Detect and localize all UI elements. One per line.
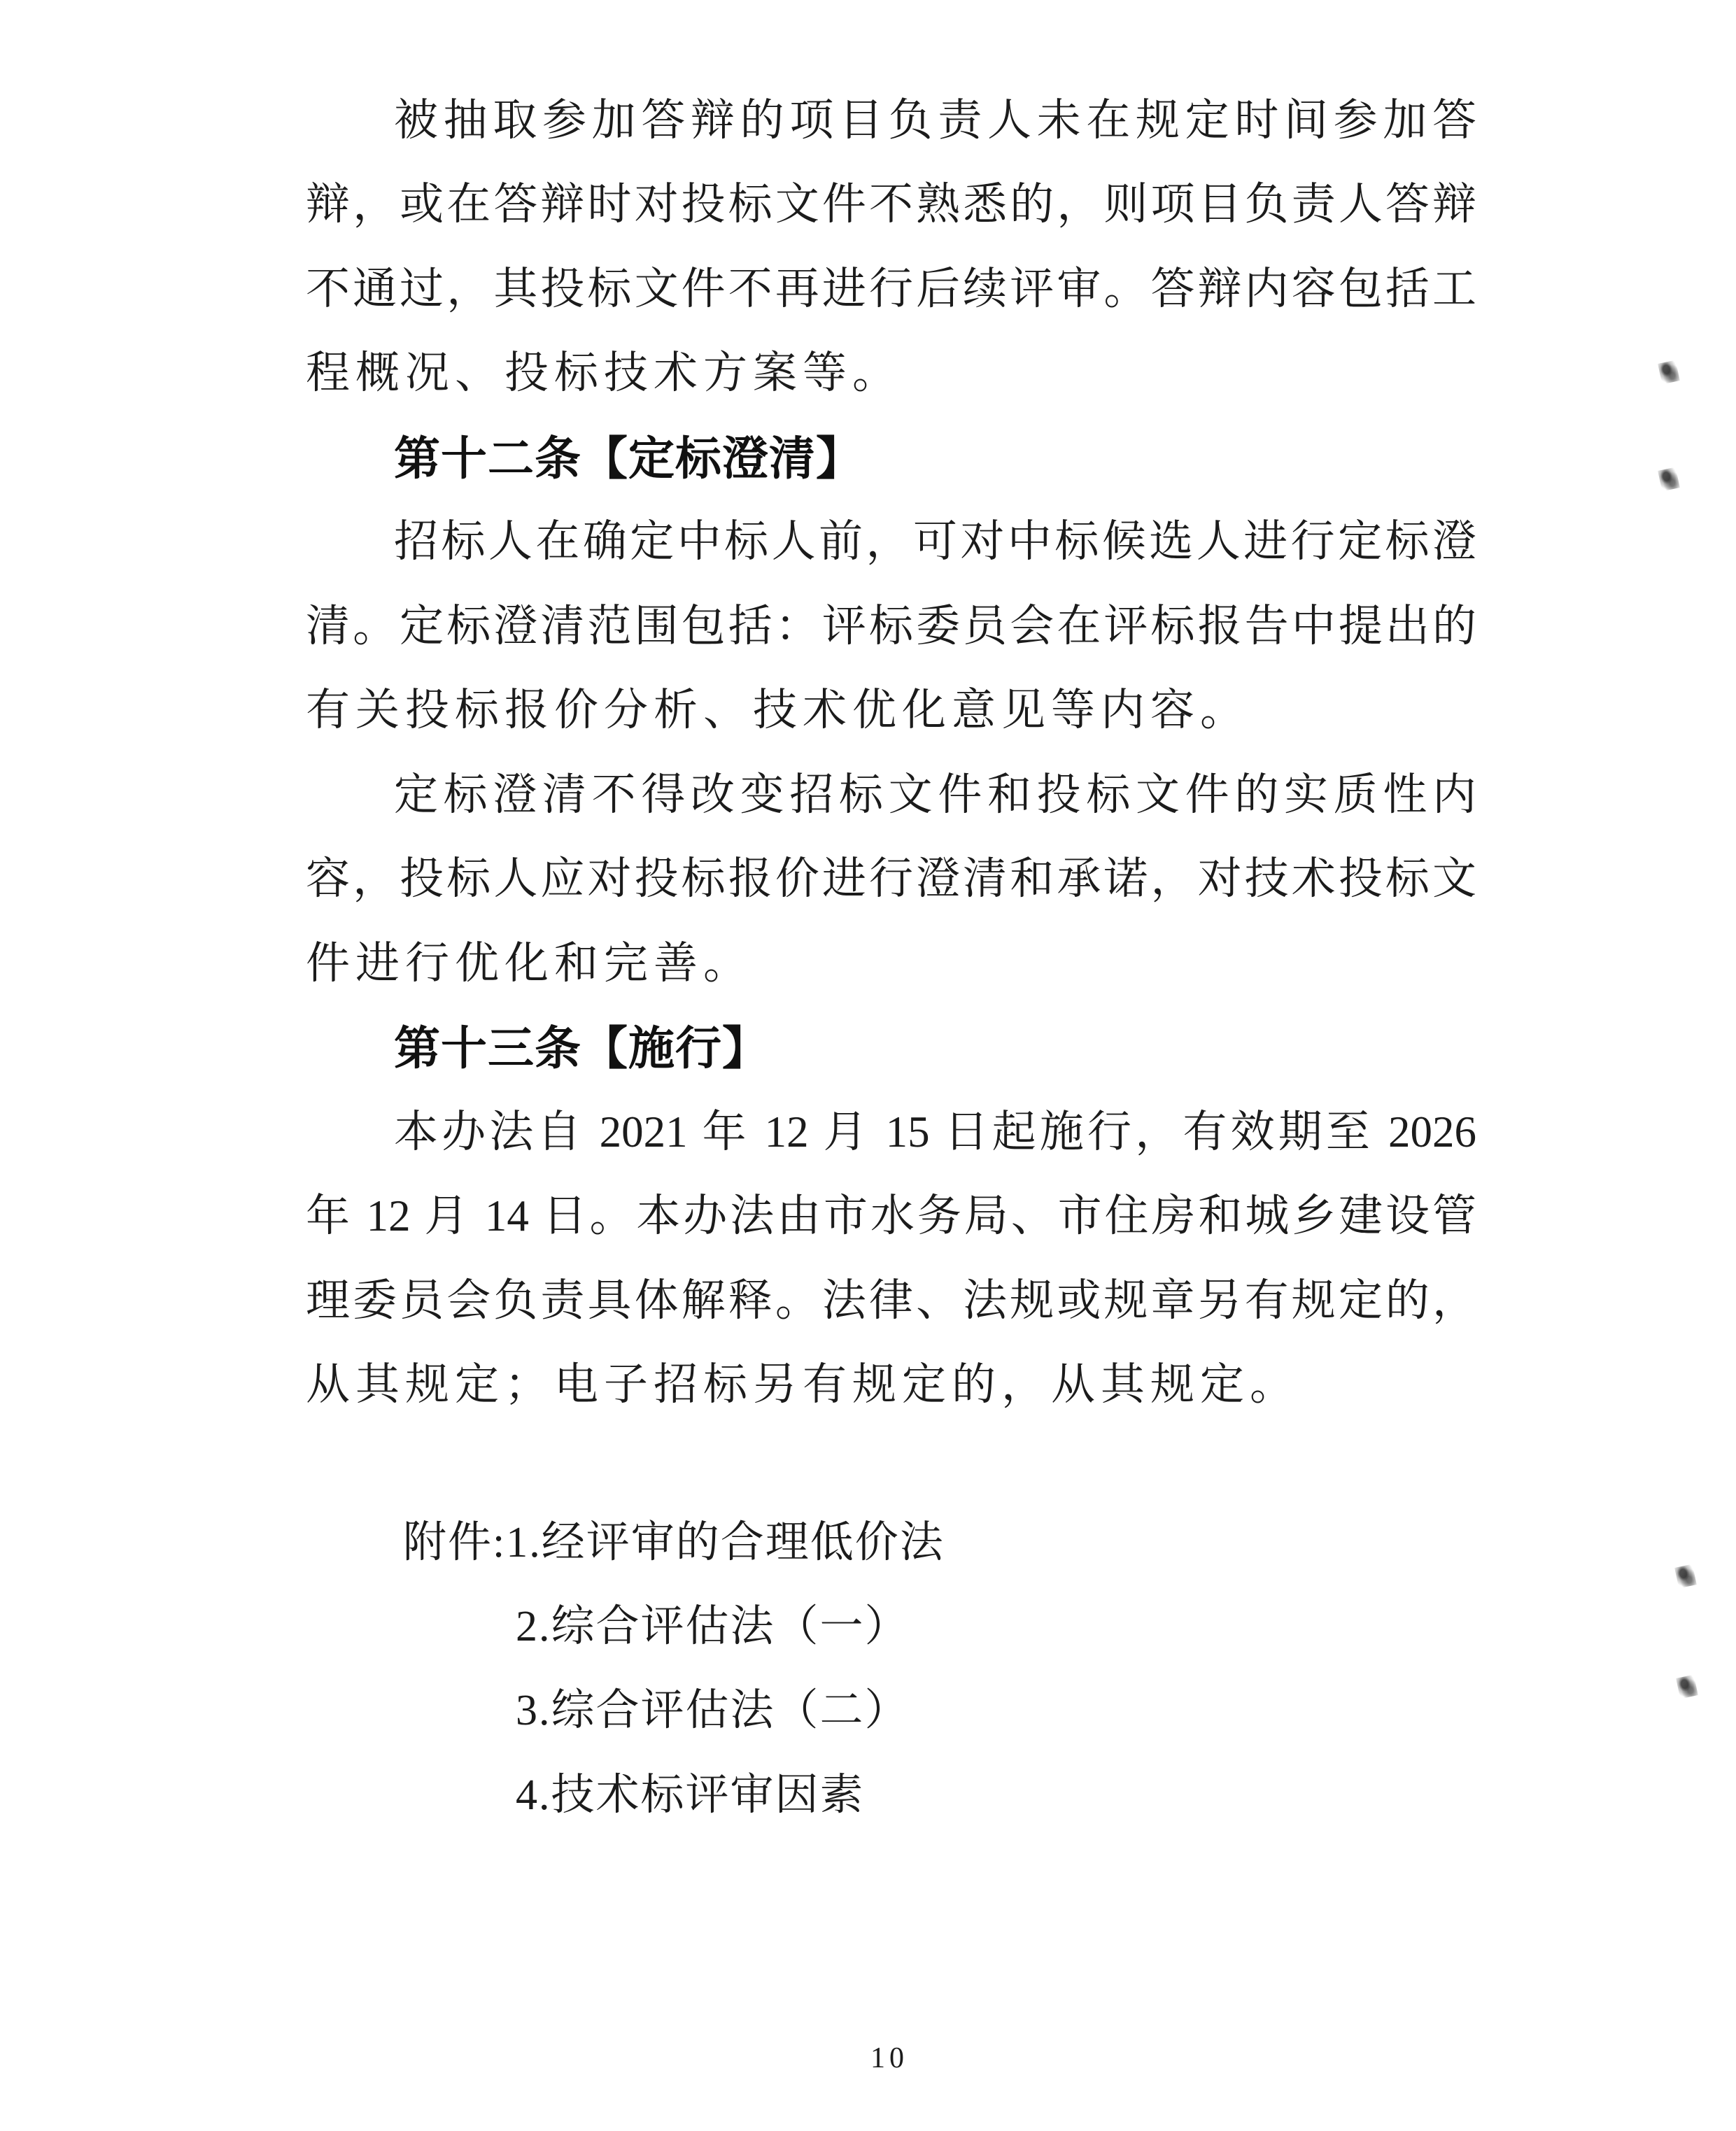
paragraph-line: 程概况、投标技术方案等。 [306,348,902,397]
attachment-item: 4.技术标评审因素 [516,1771,865,1819]
scan-smudge [1676,1675,1698,1699]
paragraph-line: 清。定标澄清范围包括：评标委员会在评标报告中提出的 [306,602,1476,651]
paragraph-line: 不通过，其投标文件不再进行后续评审。答辩内容包括工 [306,264,1476,313]
paragraph-line: 招标人在确定中标人前，可对中标候选人进行定标澄 [394,517,1476,566]
paragraph-line: 从其规定；电子招标另有规定的，从其规定。 [306,1360,1299,1409]
section-heading-article-13: 第十三条【施行】 [394,1022,769,1074]
page-number: 10 [870,2042,908,2074]
section-heading-article-12: 第十二条【定标澄清】 [394,432,863,484]
paragraph-line: 定标澄清不得改变招标文件和投标文件的实质性内 [394,770,1476,819]
scan-smudge [1658,360,1680,385]
scan-smudge [1674,1564,1697,1589]
scan-smudge [1658,467,1680,492]
attachment-list-heading: 附件:1.经评审的合理低价法 [403,1519,945,1566]
paragraph-line: 本办法自 2021 年 12 月 15 日起施行，有效期至 2026 [394,1107,1476,1156]
paragraph-line: 辩，或在答辩时对投标文件不熟悉的，则项目负责人答辩 [306,180,1476,229]
paragraph-line: 被抽取参加答辩的项目负责人未在规定时间参加答 [394,96,1476,145]
attachment-item: 2.综合评估法（一） [516,1603,910,1650]
paragraph-line: 理委员会负责具体解释。法律、法规或规章另有规定的， [306,1276,1476,1325]
paragraph-line: 容，投标人应对投标报价进行澄清和承诺，对技术投标文 [306,854,1476,903]
paragraph-line: 件进行优化和完善。 [306,939,753,988]
paragraph-line: 有关投标报价分析、技术优化意见等内容。 [306,686,1250,735]
paragraph-line: 年 12 月 14 日。本办法由市水务局、市住房和城乡建设管 [306,1191,1476,1240]
attachment-item: 3.综合评估法（二） [516,1687,910,1734]
